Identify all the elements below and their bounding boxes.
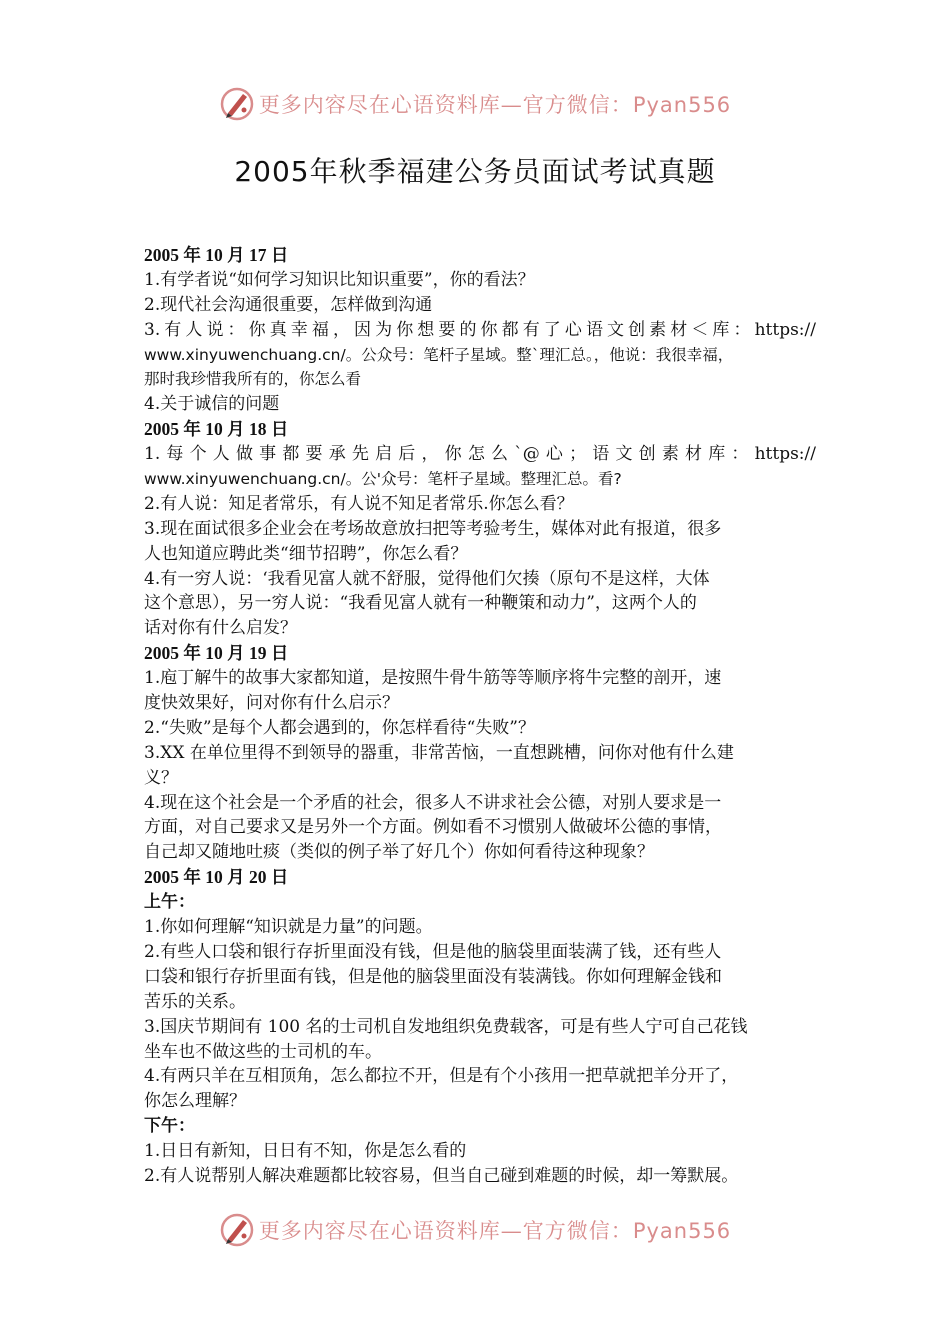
banner-text: 更多内容尽在心语资料库—官方微信：Pyan556	[258, 1219, 732, 1243]
session-heading: 上午：	[144, 892, 195, 913]
question-line: 3.XX 在单位里得不到领导的器重，非常苦恼，一直想跳槽，问你对他有什么建	[144, 742, 734, 763]
pen-logo-icon	[219, 86, 255, 122]
question-line: 义？	[144, 767, 178, 788]
page-title: 2005年秋季福建公务员面试考试真题	[234, 155, 716, 188]
question-line: 人也知道应聘此类“细节招聘”，你怎么看？	[144, 543, 468, 564]
pen-logo-icon	[219, 1212, 255, 1248]
question-line: www.xinyuwenchuang.cn/。公众号：笔杆子星域。整`理汇总。，他说：我很幸福，	[144, 345, 734, 364]
date-heading: 2005 年 10 月 17 日	[144, 245, 289, 265]
question-line: 你怎么理解？	[144, 1091, 246, 1112]
question-line: 4.现在这个社会是一个矛盾的社会，很多人不讲求社会公德，对别人要求是一	[144, 792, 722, 813]
question-line: 4.关于诚信的问题	[144, 394, 280, 415]
document-body	[144, 243, 816, 1189]
question-line: 2.有些人口袋和银行存折里面没有钱，但是他的脑袋里面装满了钱，还有些人	[144, 941, 722, 962]
question-line: 口袋和银行存折里面有钱，但是他的脑袋里面没有装满钱。你如何理解金钱和	[144, 966, 722, 987]
question-line: 4.有两只羊在互相顶角，怎么都拉不开，但是有个小孩用一把草就把羊分开了，	[144, 1066, 739, 1087]
question-line: 3.现在面试很多企业会在考场故意放扫把等考验考生，媒体对此有报道，很多	[144, 518, 722, 539]
question-line: 苦乐的关系。	[144, 991, 246, 1012]
question-line: 2.现代社会沟通很重要，怎样做到沟通	[144, 294, 433, 315]
date-heading: 2005 年 10 月 19 日	[144, 643, 289, 664]
question-line: 2.有人说：知足者常乐，有人说不知足者常乐.你怎么看？	[144, 493, 574, 514]
question-line: 1.日日有新知，日日有不知，你是怎么看的	[144, 1141, 467, 1162]
question-line: 1.你如何理解“知识就是力量”的问题。	[144, 917, 433, 938]
question-line: 2.“失败”是每个人都会遇到的，你怎样看待“失败”？	[144, 717, 535, 738]
question-line: 3.有人说：你真幸福，因为你想要的你都有了心语文创素材＜库：https://	[144, 319, 816, 340]
question-line: 话对你有什么启发？	[144, 618, 297, 639]
date-heading: 2005 年 10 月 20 日	[144, 867, 289, 888]
question-line: 3.国庆节期间有 100 名的士司机自发地组织免费载客，可是有些人宁可自己花钱	[144, 1016, 748, 1037]
question-line: 那时我珍惜我所有的，你怎么看	[144, 370, 362, 389]
banner-text: 更多内容尽在心语资料库—官方微信：Pyan556	[258, 93, 732, 117]
question-line: 方面，对自己要求又是另外一个方面。例如看不习惯别人做破坏公德的事情，	[144, 817, 722, 838]
wechat-id: Pyan556	[632, 1219, 732, 1243]
question-line: 1.每个人做事都要承先启后，你怎么`@心；语文创素材库：https://	[144, 444, 816, 465]
session-heading: 下午：	[144, 1116, 195, 1137]
question-line: 这个意思），另一穷人说：“我看见富人就有一种鞭策和动力”，这两个人的	[144, 593, 697, 614]
question-line: www.xinyuwenchuang.cn/。公'众号：笔杆子星域。整理汇总。看?	[144, 470, 622, 489]
question-line: 4.有一穷人说：‘我看见富人就不舒服，觉得他们欠揍（原句不是这样，大体	[144, 568, 710, 589]
wechat-id: Pyan556	[632, 93, 732, 117]
footer-banner	[0, 1210, 950, 1250]
question-line: 1.有学者说“如何学习知识比知识重要”，你的看法？	[144, 269, 535, 290]
question-line: 自己却又随地吐痰（类似的例子举了好几个）你如何看待这种现象？	[144, 842, 654, 863]
question-line: 1.庖丁解牛的故事大家都知道，是按照牛骨牛筋等等顺序将牛完整的剖开，速	[144, 668, 722, 689]
question-line: 度快效果好，问对你有什么启示？	[144, 693, 399, 714]
header-banner	[0, 84, 950, 124]
date-heading: 2005 年 10 月 18 日	[144, 419, 289, 440]
question-line: 2.有人说帮别人解决难题都比较容易，但当自己碰到难题的时候，却一筹默展。	[144, 1165, 739, 1186]
question-line: 坐车也不做这些的士司机的车。	[144, 1041, 382, 1062]
